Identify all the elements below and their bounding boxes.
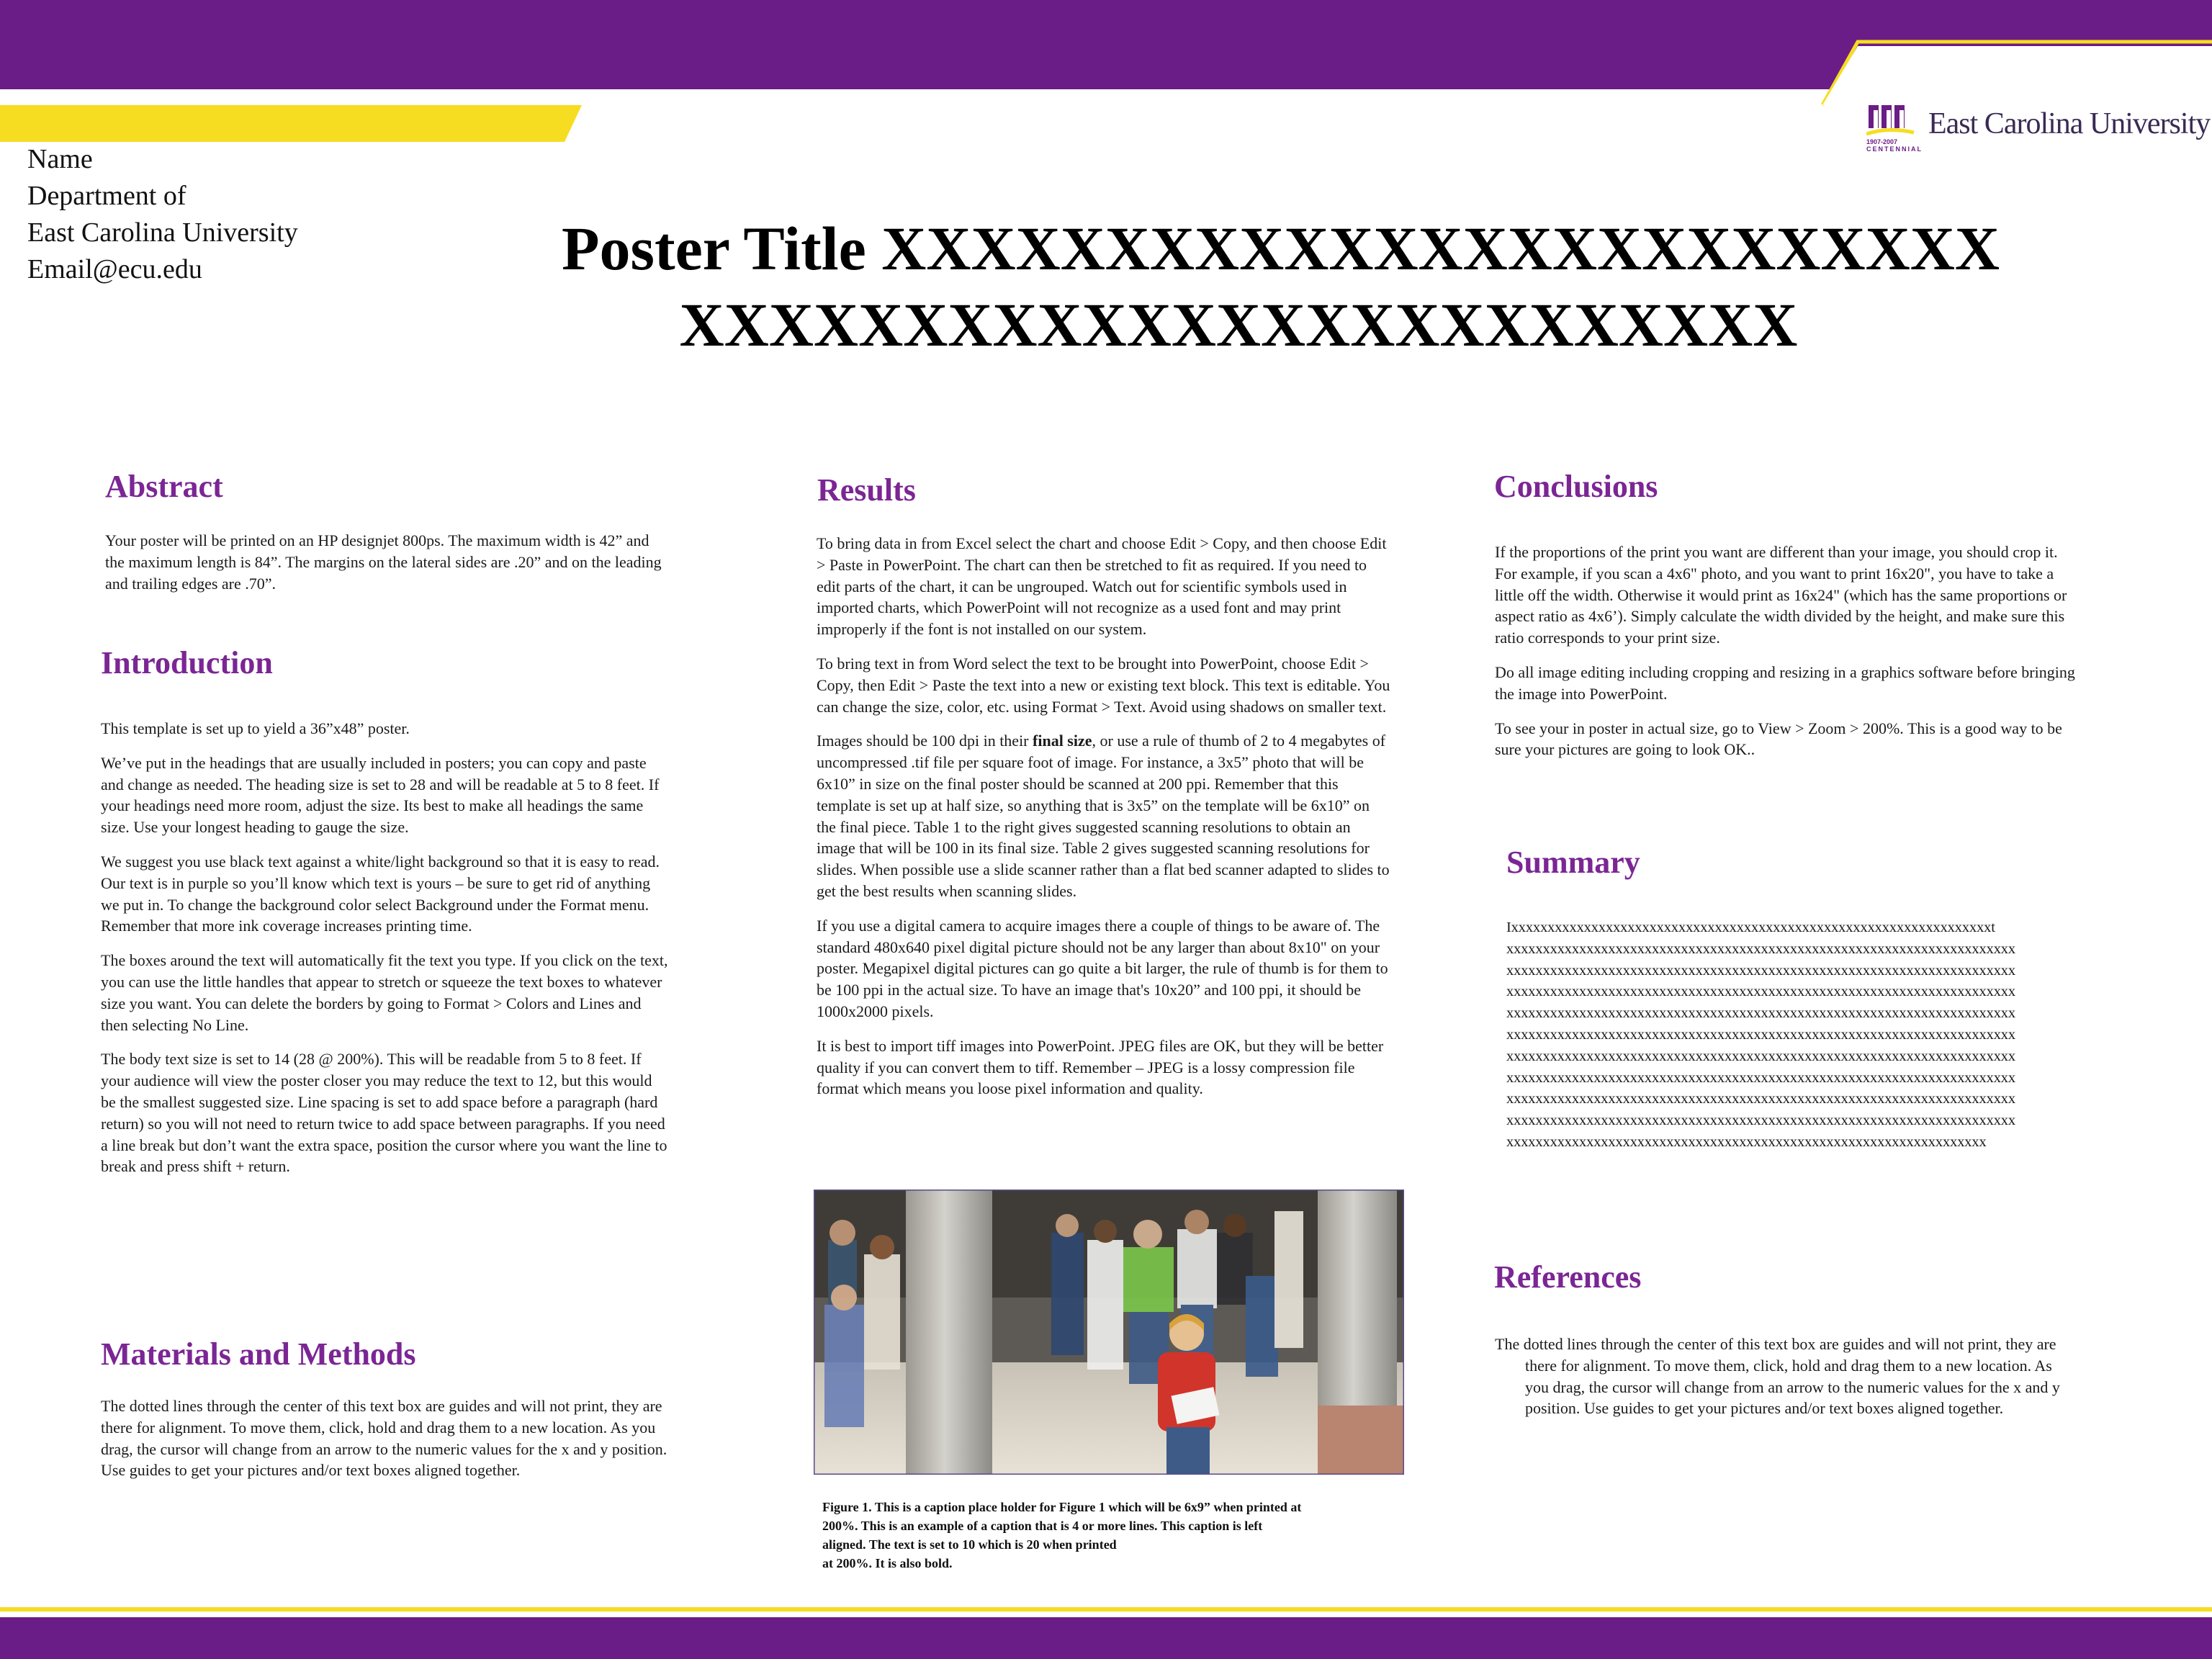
results-paragraph-5: It is best to import tiff images into PowerPoint. JPEG files are OK, but they will be better quality if you can convert them to tiff. Remember – JPEG is a lossy compression file format which means you loose pixel information and quality. bbox=[817, 1036, 1384, 1098]
caption-line-1: Figure 1. This is a caption place holder for Figure 1 which will be 6x9” when printed at bbox=[822, 1500, 1302, 1514]
author-name: Name bbox=[27, 144, 93, 174]
poster-title-line-2: XXXXXXXXXXXXXXXXXXXXXXXXX bbox=[679, 290, 1798, 359]
methods-body bbox=[101, 1395, 670, 1494]
poster-title bbox=[562, 210, 2000, 363]
references-body bbox=[1495, 1334, 2077, 1432]
abstract-paragraph: Your poster will be printed on an HP designjet 800ps. The maximum width is 42” and the maximum length is 84”. The margins on the lateral sides are .20” and on the leading and trailing edges are .70”. bbox=[105, 531, 662, 593]
results-paragraph-3-end: , or use a rule of thumb of 2 to 4 megabytes of uncompressed .tif file per square foot of image. For instance, a 3x5” photo that will be 6x10” in size on the final poster should be scanned at 200 ppi. Remember that this template is set up at half size, so anything that is 3x5” on the template will be 6x10” on the final piece. Table 1 to the right gives suggested scanning resolutions to obtain an image that will be 100 in its final size. Table 2 gives suggested scanning resolutions for slides. When possible use a slide scanner rather than a flat bed scanner adapted to slides to get the best results when scanning slides. bbox=[817, 732, 1390, 900]
logo-years: 1907-2007 bbox=[1866, 138, 1898, 145]
methods-heading: Materials and Methods bbox=[101, 1336, 416, 1372]
introduction-paragraph-5: The body text size is set to 14 (28 @ 200%). This will be readable from 5 to 8 feet. If your audience will view the poster closer you may reduce the text to 12, but this would be the smallest suggested size. Line spacing is set to add space before a paragraph (hard return) so you will not need to return twice to add space between paragraphs. If you need a line break but don’t want the extra space, position the cursor where you want the line to break and press shift + return. bbox=[101, 1050, 667, 1176]
summary-heading: Summary bbox=[1506, 845, 1640, 880]
caption-line-3: aligned. The text is set to 10 which is 20 when printed bbox=[822, 1537, 1117, 1552]
abstract-body bbox=[105, 530, 670, 607]
figure-1-caption bbox=[822, 1498, 1413, 1573]
logo-centennial: CENTENNIAL bbox=[1866, 145, 1923, 153]
caption-line-2: 200%. This is an example of a caption that is 4 or more lines. This caption is left bbox=[822, 1519, 1263, 1533]
results-paragraph-1: To bring data in from Excel select the chart and choose Edit > Copy, and then choose Edit > Paste in PowerPoint. The chart can then be stretched to fit as required. If you need to edit parts of the chart, it can be ungrouped. Watch out for scientific symbols used in imported charts, which PowerPoint will not recognize as a used font and may print improperly if the font is not installed on our system. bbox=[817, 534, 1387, 639]
summary-line: Ixxxxxxxxxxxxxxxxxxxxxxxxxxxxxxxxxxxxxxxxxxxxxxxxxxxxxxxxxxxxxxxxxxt bbox=[1506, 920, 1995, 935]
results-paragraph-3 bbox=[817, 730, 1393, 902]
references-heading: References bbox=[1494, 1259, 1642, 1295]
summary-line: xxxxxxxxxxxxxxxxxxxxxxxxxxxxxxxxxxxxxxxxxxxxxxxxxxxxxxxxxxxxxxxxxxxxxx bbox=[1506, 962, 2016, 979]
summary-line: xxxxxxxxxxxxxxxxxxxxxxxxxxxxxxxxxxxxxxxxxxxxxxxxxxxxxxxxxxxxxxxxxxxxxx bbox=[1506, 1091, 2016, 1107]
bottom-banner bbox=[0, 1599, 2212, 1659]
reference-entry: The dotted lines through the center of this text box are guides and will not print, they are there for alignment. To move them, click, hold and drag them to a new location. As you drag, the cursor will change from an arrow to the numeric values for the x and y position. Use guides to get your pictures and/or text boxes aligned together. bbox=[1495, 1335, 2060, 1418]
conclusions-paragraph-1: If the proportions of the print you want are different than your image, you should crop it. For example, if you scan a 4x6" photo, and you want to print 16x20", you have to take a little off the width. Otherwise it would print as 16x24" (which has the same proportions or aspect ratio as 4x6’). Simply calculate the width divided by the height, and make sure this ratio corresponds to your print size. bbox=[1495, 543, 2067, 647]
results-body bbox=[817, 533, 1393, 1112]
introduction-paragraph-3: We suggest you use black text against a white/light background so that it is easy to read. Our text is in purple so you’ll know which text is yours – be sure to get rid of anything we put in. To change the background color select Background under the Format menu. Remember that more ink coverage increases printing time. bbox=[101, 852, 660, 935]
results-paragraph-3-start: Images should be 100 dpi in their bbox=[817, 732, 1033, 750]
conclusions-body bbox=[1495, 541, 2077, 773]
introduction-paragraph-1: This template is set up to yield a 36”x48” poster. bbox=[101, 719, 410, 737]
summary-line: xxxxxxxxxxxxxxxxxxxxxxxxxxxxxxxxxxxxxxxxxxxxxxxxxxxxxxxxxxxxxxxxxxxxxx bbox=[1506, 1026, 2016, 1043]
figure-1-photo bbox=[814, 1190, 1404, 1475]
author-department: Department of bbox=[27, 181, 186, 211]
results-paragraph-2: To bring text in from Word select the text to be brought into PowerPoint, choose Edit > Copy, then Edit > Paste the text into a new or existing text block. This text is editable. You can change the size, color, etc. using Format > Text. Avoid using shadows on smaller text. bbox=[817, 654, 1390, 716]
poster-title-line-1: Poster Title XXXXXXXXXXXXXXXXXXXXXXXXX bbox=[562, 214, 2000, 283]
author-university: East Carolina University bbox=[27, 217, 298, 248]
summary-line: xxxxxxxxxxxxxxxxxxxxxxxxxxxxxxxxxxxxxxxxxxxxxxxxxxxxxxxxxxxxxxxxxxxxxx bbox=[1506, 1048, 2016, 1064]
introduction-paragraph-2: We’ve put in the headings that are usually included in posters; you can copy and paste and change as needed. The heading size is set to 28 and will be readable at 5 to 8 feet. If your headings need more room, adjust the size. Its best to make all headings the same size. Use your longest heading to gauge the size. bbox=[101, 753, 660, 837]
results-final-size-emphasis: final size bbox=[1033, 732, 1092, 750]
summary-body bbox=[1506, 917, 2104, 1154]
conclusions-paragraph-2: Do all image editing including cropping and resizing in a graphics software before bringing the image into PowerPoint. bbox=[1495, 662, 2075, 703]
logo-wordmark: East Carolina University bbox=[1928, 107, 2211, 140]
ecu-logo bbox=[1866, 101, 2211, 158]
introduction-body bbox=[101, 718, 670, 1190]
summary-line: xxxxxxxxxxxxxxxxxxxxxxxxxxxxxxxxxxxxxxxxxxxxxxxxxxxxxxxxxxxxxxxxxxxxxx bbox=[1506, 1112, 2016, 1129]
summary-line: xxxxxxxxxxxxxxxxxxxxxxxxxxxxxxxxxxxxxxxxxxxxxxxxxxxxxxxxxxxxxxxxxx bbox=[1506, 1133, 1987, 1150]
introduction-paragraph-4: The boxes around the text will automatically fit the text you type. If you click on the text, you can use the little handles that appear to stretch or squeeze the text boxes to whatever size you want. You can delete the borders by going to Format > Colors and Lines and then selecting No Line. bbox=[101, 951, 668, 1034]
ecu-logo-mark bbox=[1866, 101, 1917, 144]
abstract-heading: Abstract bbox=[105, 469, 223, 504]
caption-line-4: at 200%. It is also bold. bbox=[822, 1556, 953, 1570]
summary-line: xxxxxxxxxxxxxxxxxxxxxxxxxxxxxxxxxxxxxxxxxxxxxxxxxxxxxxxxxxxxxxxxxxxxxx bbox=[1506, 940, 2016, 957]
methods-paragraph: The dotted lines through the center of this text box are guides and will not print, they are there for alignment. To move them, click, hold and drag them to a new location. As you drag, the cursor will change from an arrow to the numeric values for the x and y position. Use guides to get your pictures and/or text boxes aligned together. bbox=[101, 1397, 667, 1480]
results-paragraph-4: If you use a digital camera to acquire images there a couple of things to be aware of. The standard 480x640 pixel digital picture should not be any larger than about 8x10" on your poster. Megapixel digital pictures can go quite a bit larger, the rule of thumb is for them to be 100 ppi in the actual size. To have an image that's 10x20” and 100 ppi, it should be 1000x2000 pixels. bbox=[817, 916, 1388, 1020]
summary-line: xxxxxxxxxxxxxxxxxxxxxxxxxxxxxxxxxxxxxxxxxxxxxxxxxxxxxxxxxxxxxxxxxxxxxx bbox=[1506, 1005, 2016, 1022]
conclusions-heading: Conclusions bbox=[1494, 469, 1658, 504]
summary-line: xxxxxxxxxxxxxxxxxxxxxxxxxxxxxxxxxxxxxxxxxxxxxxxxxxxxxxxxxxxxxxxxxxxxxx bbox=[1506, 984, 2016, 1000]
author-email: Email@ecu.edu bbox=[27, 254, 202, 284]
results-heading: Results bbox=[817, 472, 916, 508]
conclusions-paragraph-3: To see your in poster in actual size, go to View > Zoom > 200%. This is a good way to be sure your pictures are going to look OK.. bbox=[1495, 719, 2062, 759]
summary-line: xxxxxxxxxxxxxxxxxxxxxxxxxxxxxxxxxxxxxxxxxxxxxxxxxxxxxxxxxxxxxxxxxxxxxx bbox=[1506, 1069, 2016, 1086]
author-block bbox=[27, 141, 298, 288]
introduction-heading: Introduction bbox=[101, 645, 273, 680]
